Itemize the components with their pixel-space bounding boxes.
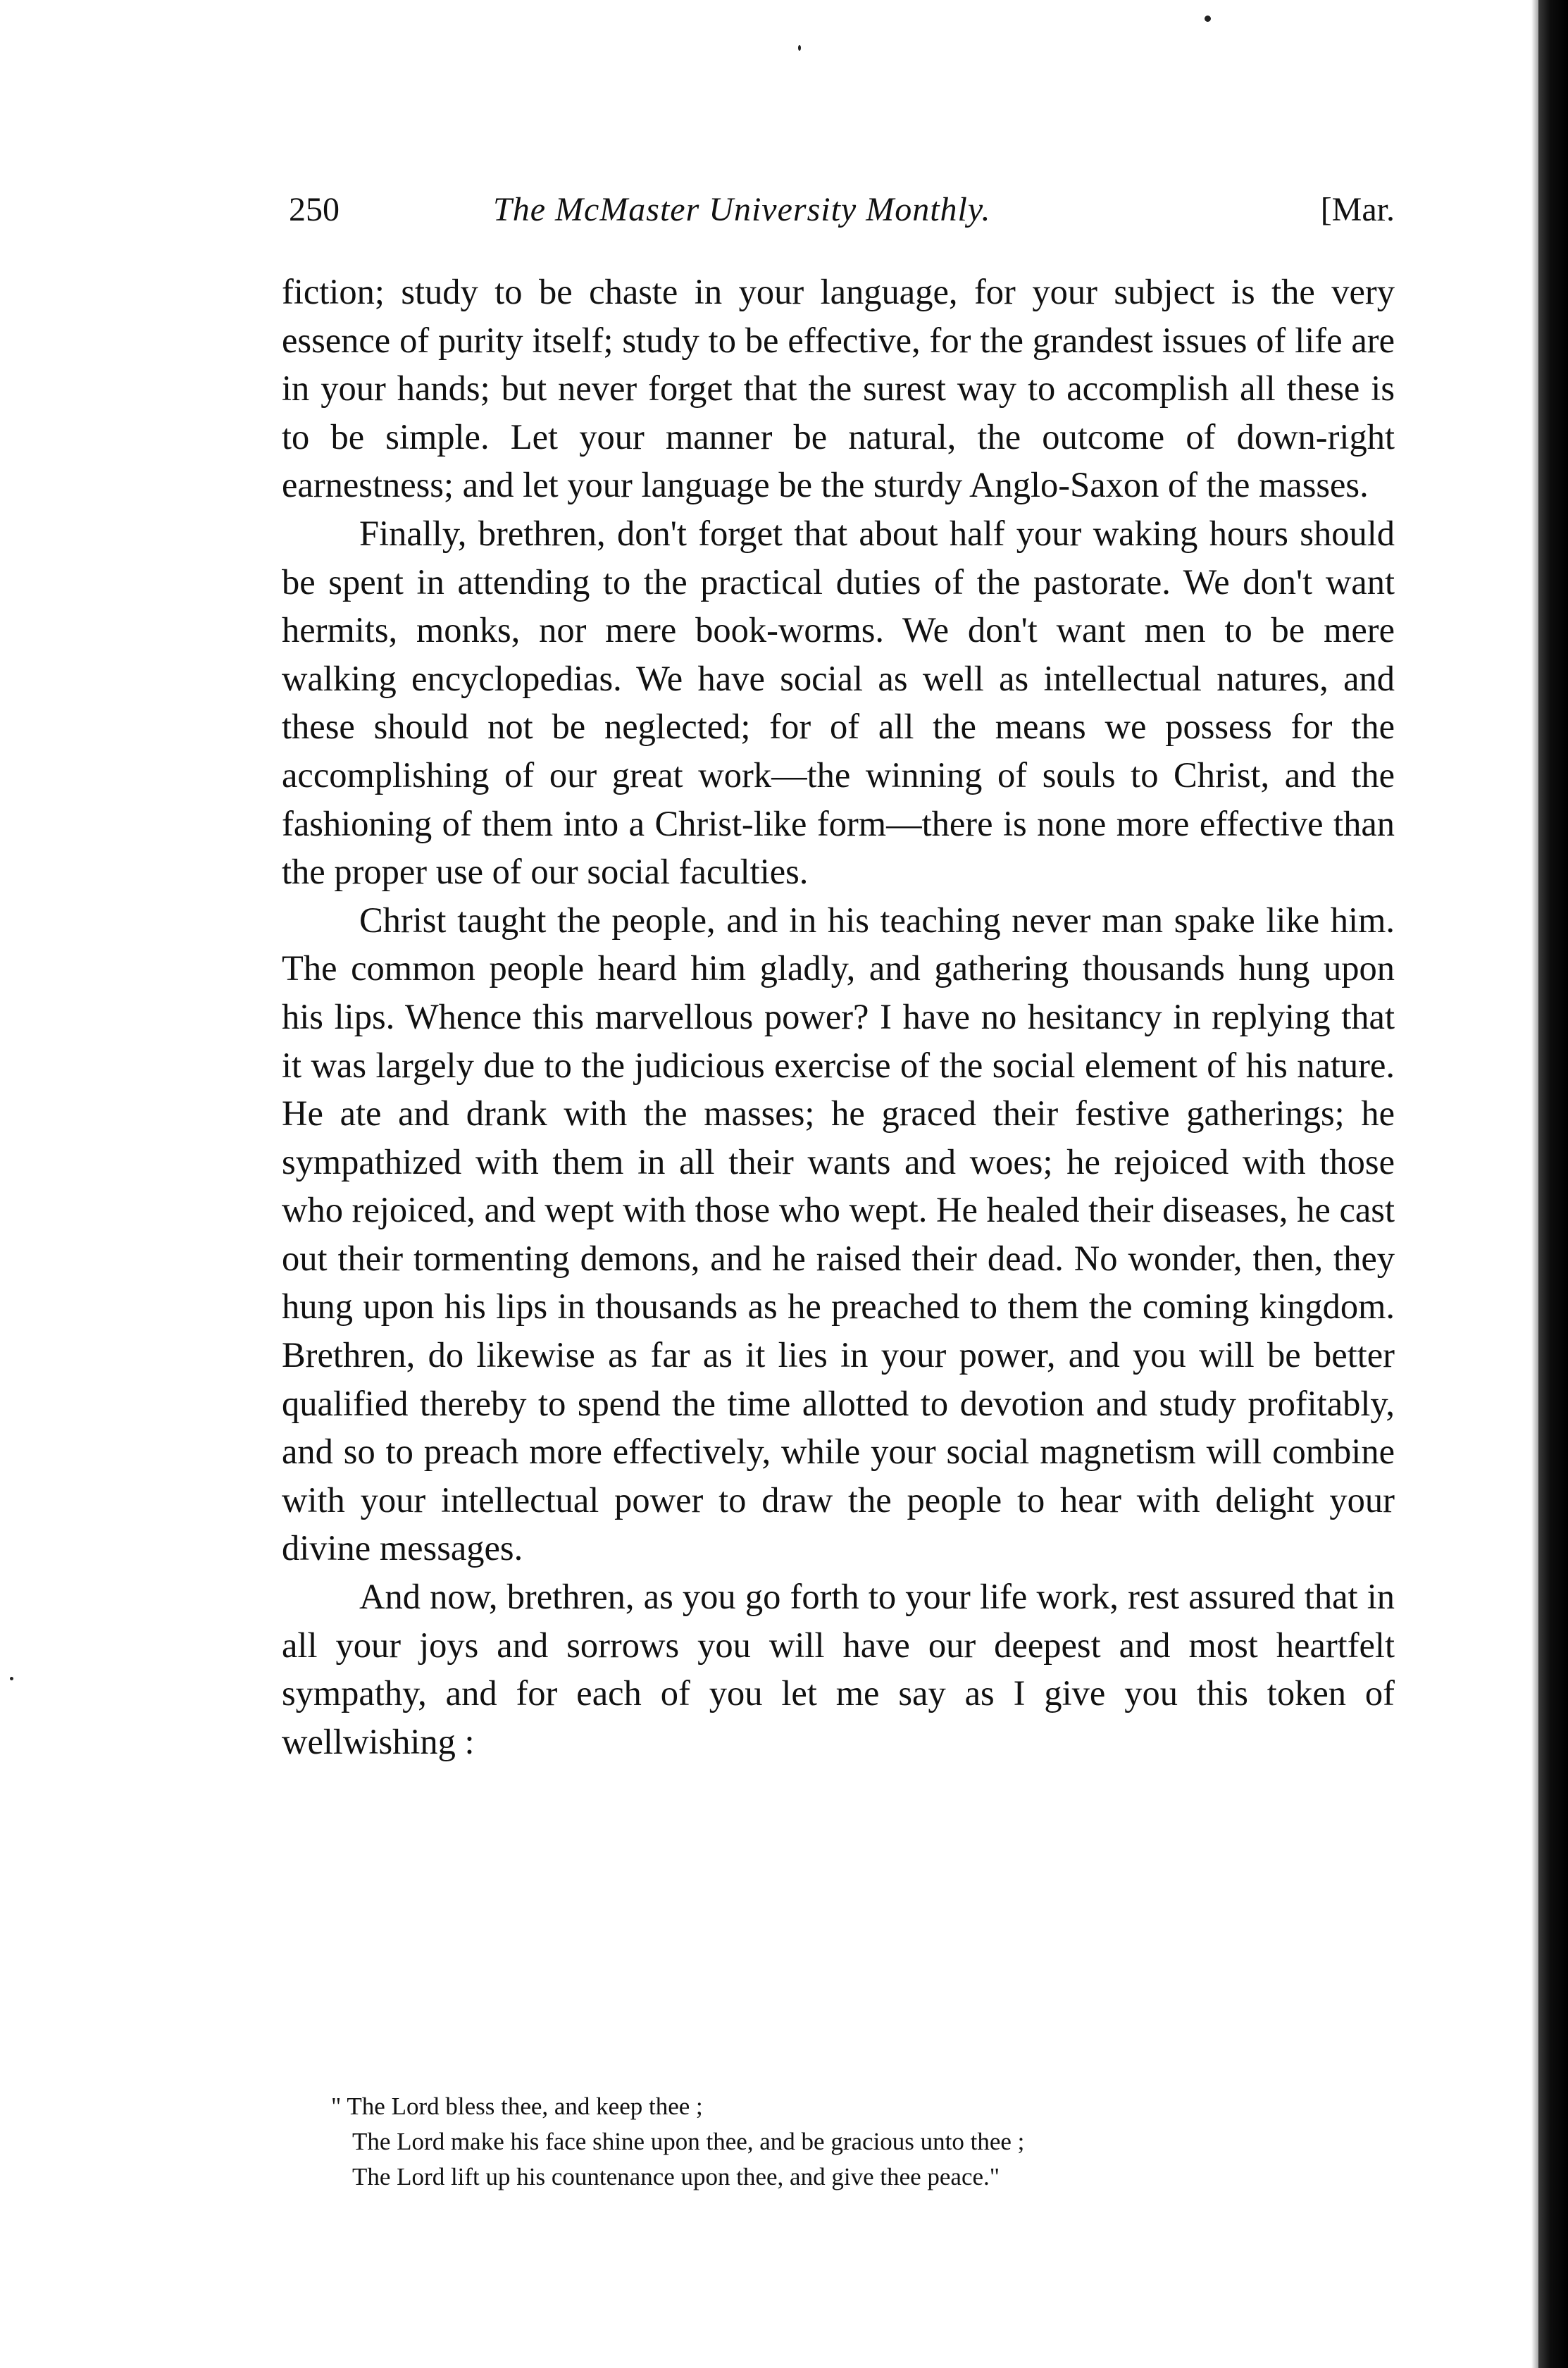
quote-line: " The Lord bless thee, and keep thee ; — [331, 2093, 703, 2120]
print-speck — [1205, 16, 1211, 22]
print-speck — [798, 45, 801, 51]
paragraph: And now, brethren, as you go forth to your life work, rest assured that in all your joys and sorrows you will have our deepest and most heartfelt sympathy, and for each of you let me say as I give you this token of wellwishing : — [282, 1577, 1395, 1761]
paragraph: Finally, brethren, don't forget that about half your waking hours should be spent in attending to the practical duties of the pastorate. We don't want hermits, monks, nor mere book-worms. We don't want men to be mere walking encyclopedias. We have social as well as intellectual natures, and these should not be neglected; for of all the means we possess for the accomplishing of our great work—the winning of souls to Christ, and the fashioning of them into a Christ-like form—there is none more effective than the proper use of our social faculties. — [282, 513, 1395, 892]
running-title: The McMaster University Monthly. — [493, 191, 991, 228]
benediction-quote — [331, 2089, 1402, 2195]
article-body — [282, 268, 1395, 1766]
print-speck — [10, 1677, 13, 1680]
quote-line: The Lord make his face shine upon thee, and be gracious unto thee ; — [352, 2128, 1025, 2155]
binding-edge — [1538, 0, 1568, 2368]
binding-shadow — [1531, 0, 1538, 2368]
page-number: 250 — [289, 191, 340, 228]
paragraph-continued: fiction; study to be chaste in your language, for your subject is the very essence of purity itself; study to be effective, for the grandest issues of life are in your hands; but never forget that the surest way to accomplish all these is to be simple. Let your manner be natural, the outcome of down-right earnestness; and let your language be the sturdy Anglo-Saxon of the masses. — [282, 272, 1395, 505]
page-header — [289, 190, 1395, 240]
paragraph: Christ taught the people, and in his teaching never man spake like him. The common people heard him gladly, and gathering thousands hung upon his lips. Whence this marvellous power? I have no hesitancy in replying that it was largely due to the judicious exercise of the social element of his nature. He ate and drank with the masses; he graced their festive gatherings; he sympathized with them in all their wants and woes; he rejoiced with those who rejoiced, and wept with those who wept. He healed their diseases, he cast out their tormenting demons, and he raised their dead. No wonder, then, they hung upon his lips in thousands as he preached to them the coming kingdom. Brethren, do likewise as far as it lies in your power, and you will be better qualified thereby to spend the time allotted to devotion and study profitably, and so to preach more effectively, while your social magnetism will combine with your intellectual power to draw the people to hear with delight your divine messages. — [282, 900, 1395, 1568]
quote-line: The Lord lift up his countenance upon thee, and give thee peace." — [352, 2163, 1000, 2190]
issue-month: [Mar. — [1320, 191, 1395, 228]
